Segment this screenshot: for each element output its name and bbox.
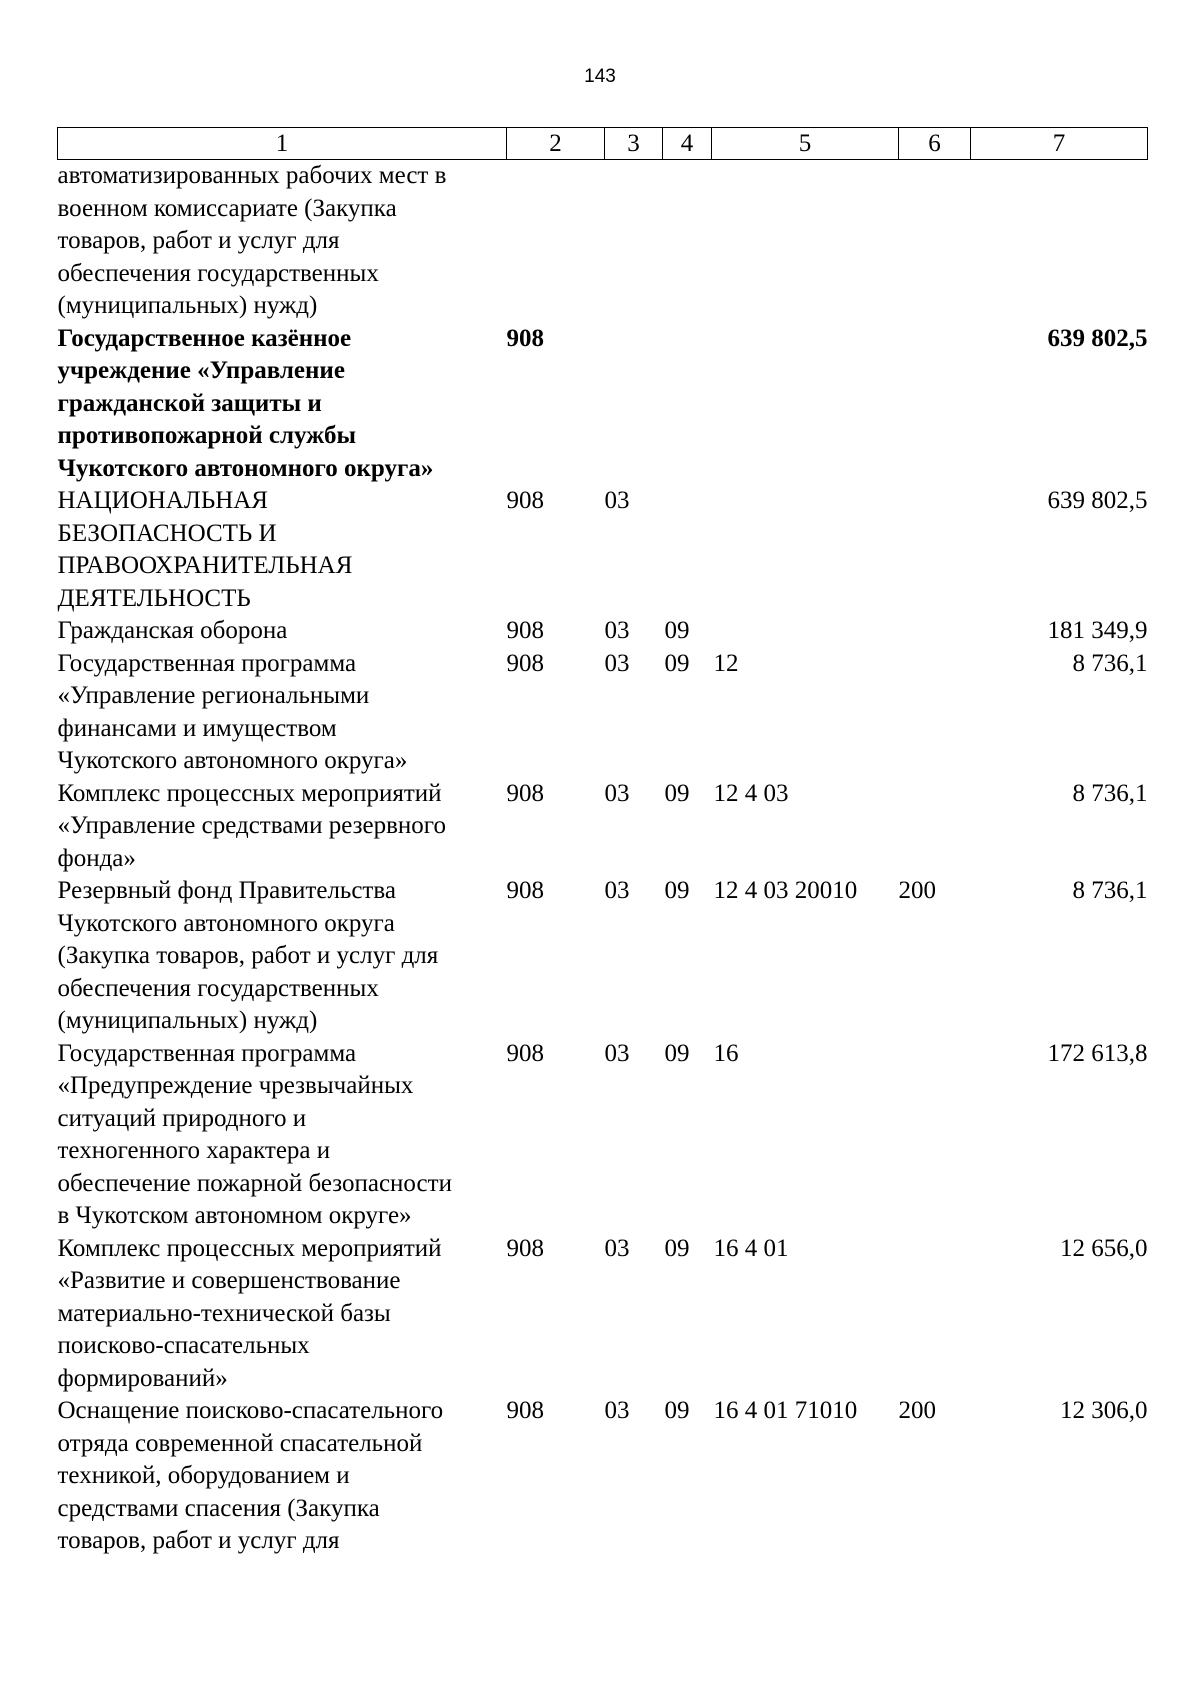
cell-target-article	[712, 160, 899, 323]
header-col-2: 2	[507, 128, 605, 160]
cell-amount: 8 736,1	[1072, 877, 1148, 904]
cell-subsection: 09	[664, 877, 690, 904]
cell-section: 03	[604, 649, 630, 677]
cell-expense-type	[899, 323, 971, 486]
cell-subsection	[663, 485, 712, 615]
cell-amount: 639 802,5	[1047, 324, 1148, 352]
cell-expense-type	[899, 615, 971, 648]
cell-expense-type	[899, 160, 971, 323]
cell-description: Резервный фонд Правительства Чукотского автономного округа (Закупка товаров, работ и услуг для обеспечения государственных (муниципальных) нужд)	[57, 877, 439, 1034]
cell-expense-type	[899, 1038, 971, 1233]
cell-description: автоматизированных рабочих мест в военном комиссариате (Закупка товаров, работ и услуг для обеспечения государственных (муниципальных) нужд)	[57, 162, 447, 319]
header-col-4: 4	[663, 128, 712, 160]
cell-target-article: 12	[713, 649, 739, 677]
cell-target-article: 16 4 01	[713, 1234, 789, 1262]
cell-description: Комплекс процессных мероприятий «Развитие и совершенствование материально-технической базы поисково-спасательных формирований»	[57, 1234, 442, 1392]
header-col-1: 1	[58, 128, 507, 160]
cell-subsection: 09	[664, 617, 690, 644]
cell-ministry-code: 908	[506, 324, 544, 352]
cell-description: Государственная программа «Управление региональными финансами и имуществом Чукотского автономного округа»	[57, 649, 408, 774]
row-reserve-fund-government	[58, 875, 1148, 1038]
row-rescue-equipment	[58, 1395, 1148, 1558]
row-rescue-base-complex	[58, 1233, 1148, 1396]
cell-ministry-code: 908	[506, 617, 544, 644]
cell-subsection: 09	[664, 1234, 690, 1262]
cell-target-article: 16 4 01 71010	[713, 1397, 858, 1424]
cell-description: Комплекс процессных мероприятий «Управление средствами резервного фонда»	[57, 779, 446, 872]
cell-target-article	[712, 615, 899, 648]
header-col-5: 5	[712, 128, 899, 160]
cell-description: Государственное казённое учреждение «Управление гражданской защиты и противопожарной службы Чукотского автономного округа»	[57, 324, 434, 482]
cell-section: 03	[604, 487, 630, 514]
cell-amount: 12 306,0	[1060, 1397, 1148, 1424]
cell-ministry-code: 908	[506, 1397, 544, 1424]
header-col-7: 7	[971, 128, 1148, 160]
cell-section: 03	[604, 1397, 630, 1424]
cell-target-article: 16	[713, 1039, 739, 1067]
table-header	[58, 128, 1148, 160]
cell-section: 03	[604, 877, 630, 904]
cell-description: НАЦИОНАЛЬНАЯ БЕЗОПАСНОСТЬ И ПРАВООХРАНИТЕЛЬНАЯ ДЕЯТЕЛЬНОСТЬ	[57, 487, 353, 612]
cell-subsection	[663, 323, 712, 486]
cell-ministry-code	[507, 160, 605, 323]
row-reserve-fund-complex	[58, 778, 1148, 876]
cell-section	[605, 323, 663, 486]
cell-ministry-code: 908	[506, 487, 544, 514]
cell-expense-type: 200	[898, 877, 936, 904]
row-continued-description	[58, 160, 1148, 323]
cell-expense-type	[899, 485, 971, 615]
cell-section: 03	[604, 617, 630, 644]
row-gku-civil-defense	[58, 323, 1148, 486]
row-civil-defense	[58, 615, 1148, 648]
cell-amount: 8 736,1	[1072, 649, 1148, 677]
cell-subsection: 09	[664, 779, 690, 807]
cell-ministry-code: 908	[506, 877, 544, 904]
cell-target-article: 12 4 03	[713, 779, 789, 807]
header-col-3: 3	[605, 128, 663, 160]
cell-section	[605, 160, 663, 323]
cell-section: 03	[604, 1234, 630, 1262]
cell-amount: 172 613,8	[1047, 1039, 1148, 1067]
cell-subsection: 09	[664, 1397, 690, 1424]
row-national-security	[58, 485, 1148, 615]
cell-section: 03	[604, 779, 630, 807]
cell-ministry-code: 908	[506, 779, 544, 807]
cell-expense-type	[899, 648, 971, 778]
cell-expense-type	[899, 1233, 971, 1396]
cell-subsection: 09	[664, 1039, 690, 1067]
cell-target-article: 12 4 03 20010	[713, 877, 858, 904]
cell-description: Оснащение поисково-спасательного отряда современной спасательной техникой, оборудованием и средствами спасения (Закупка товаров, работ и услуг для	[57, 1397, 444, 1554]
cell-target-article	[712, 485, 899, 615]
cell-description: Гражданская оборона	[57, 617, 288, 644]
cell-amount: 12 656,0	[1060, 1234, 1148, 1262]
cell-expense-type: 200	[898, 1397, 936, 1424]
cell-ministry-code: 908	[506, 1234, 544, 1262]
header-col-6: 6	[899, 128, 971, 160]
cell-ministry-code: 908	[506, 649, 544, 677]
page-number: 143	[584, 66, 616, 87]
row-program-regional-finance	[58, 648, 1148, 778]
header-row	[58, 128, 1148, 160]
cell-ministry-code: 908	[506, 1039, 544, 1067]
cell-amount	[971, 160, 1148, 323]
cell-amount: 8 736,1	[1072, 779, 1148, 807]
cell-description: Государственная программа «Предупреждение чрезвычайных ситуаций природного и техногенного характера и обеспечение пожарной безопасности в Чукотском автономном округе»	[57, 1039, 452, 1229]
cell-expense-type	[899, 778, 971, 876]
budget-table	[57, 127, 1148, 1558]
cell-amount: 181 349,9	[1047, 617, 1148, 644]
cell-amount: 639 802,5	[1047, 487, 1148, 514]
cell-section: 03	[604, 1039, 630, 1067]
cell-subsection	[663, 160, 712, 323]
table-body	[58, 160, 1148, 1558]
row-program-emergency-prevention	[58, 1038, 1148, 1233]
cell-target-article	[712, 323, 899, 486]
cell-subsection: 09	[664, 649, 690, 677]
